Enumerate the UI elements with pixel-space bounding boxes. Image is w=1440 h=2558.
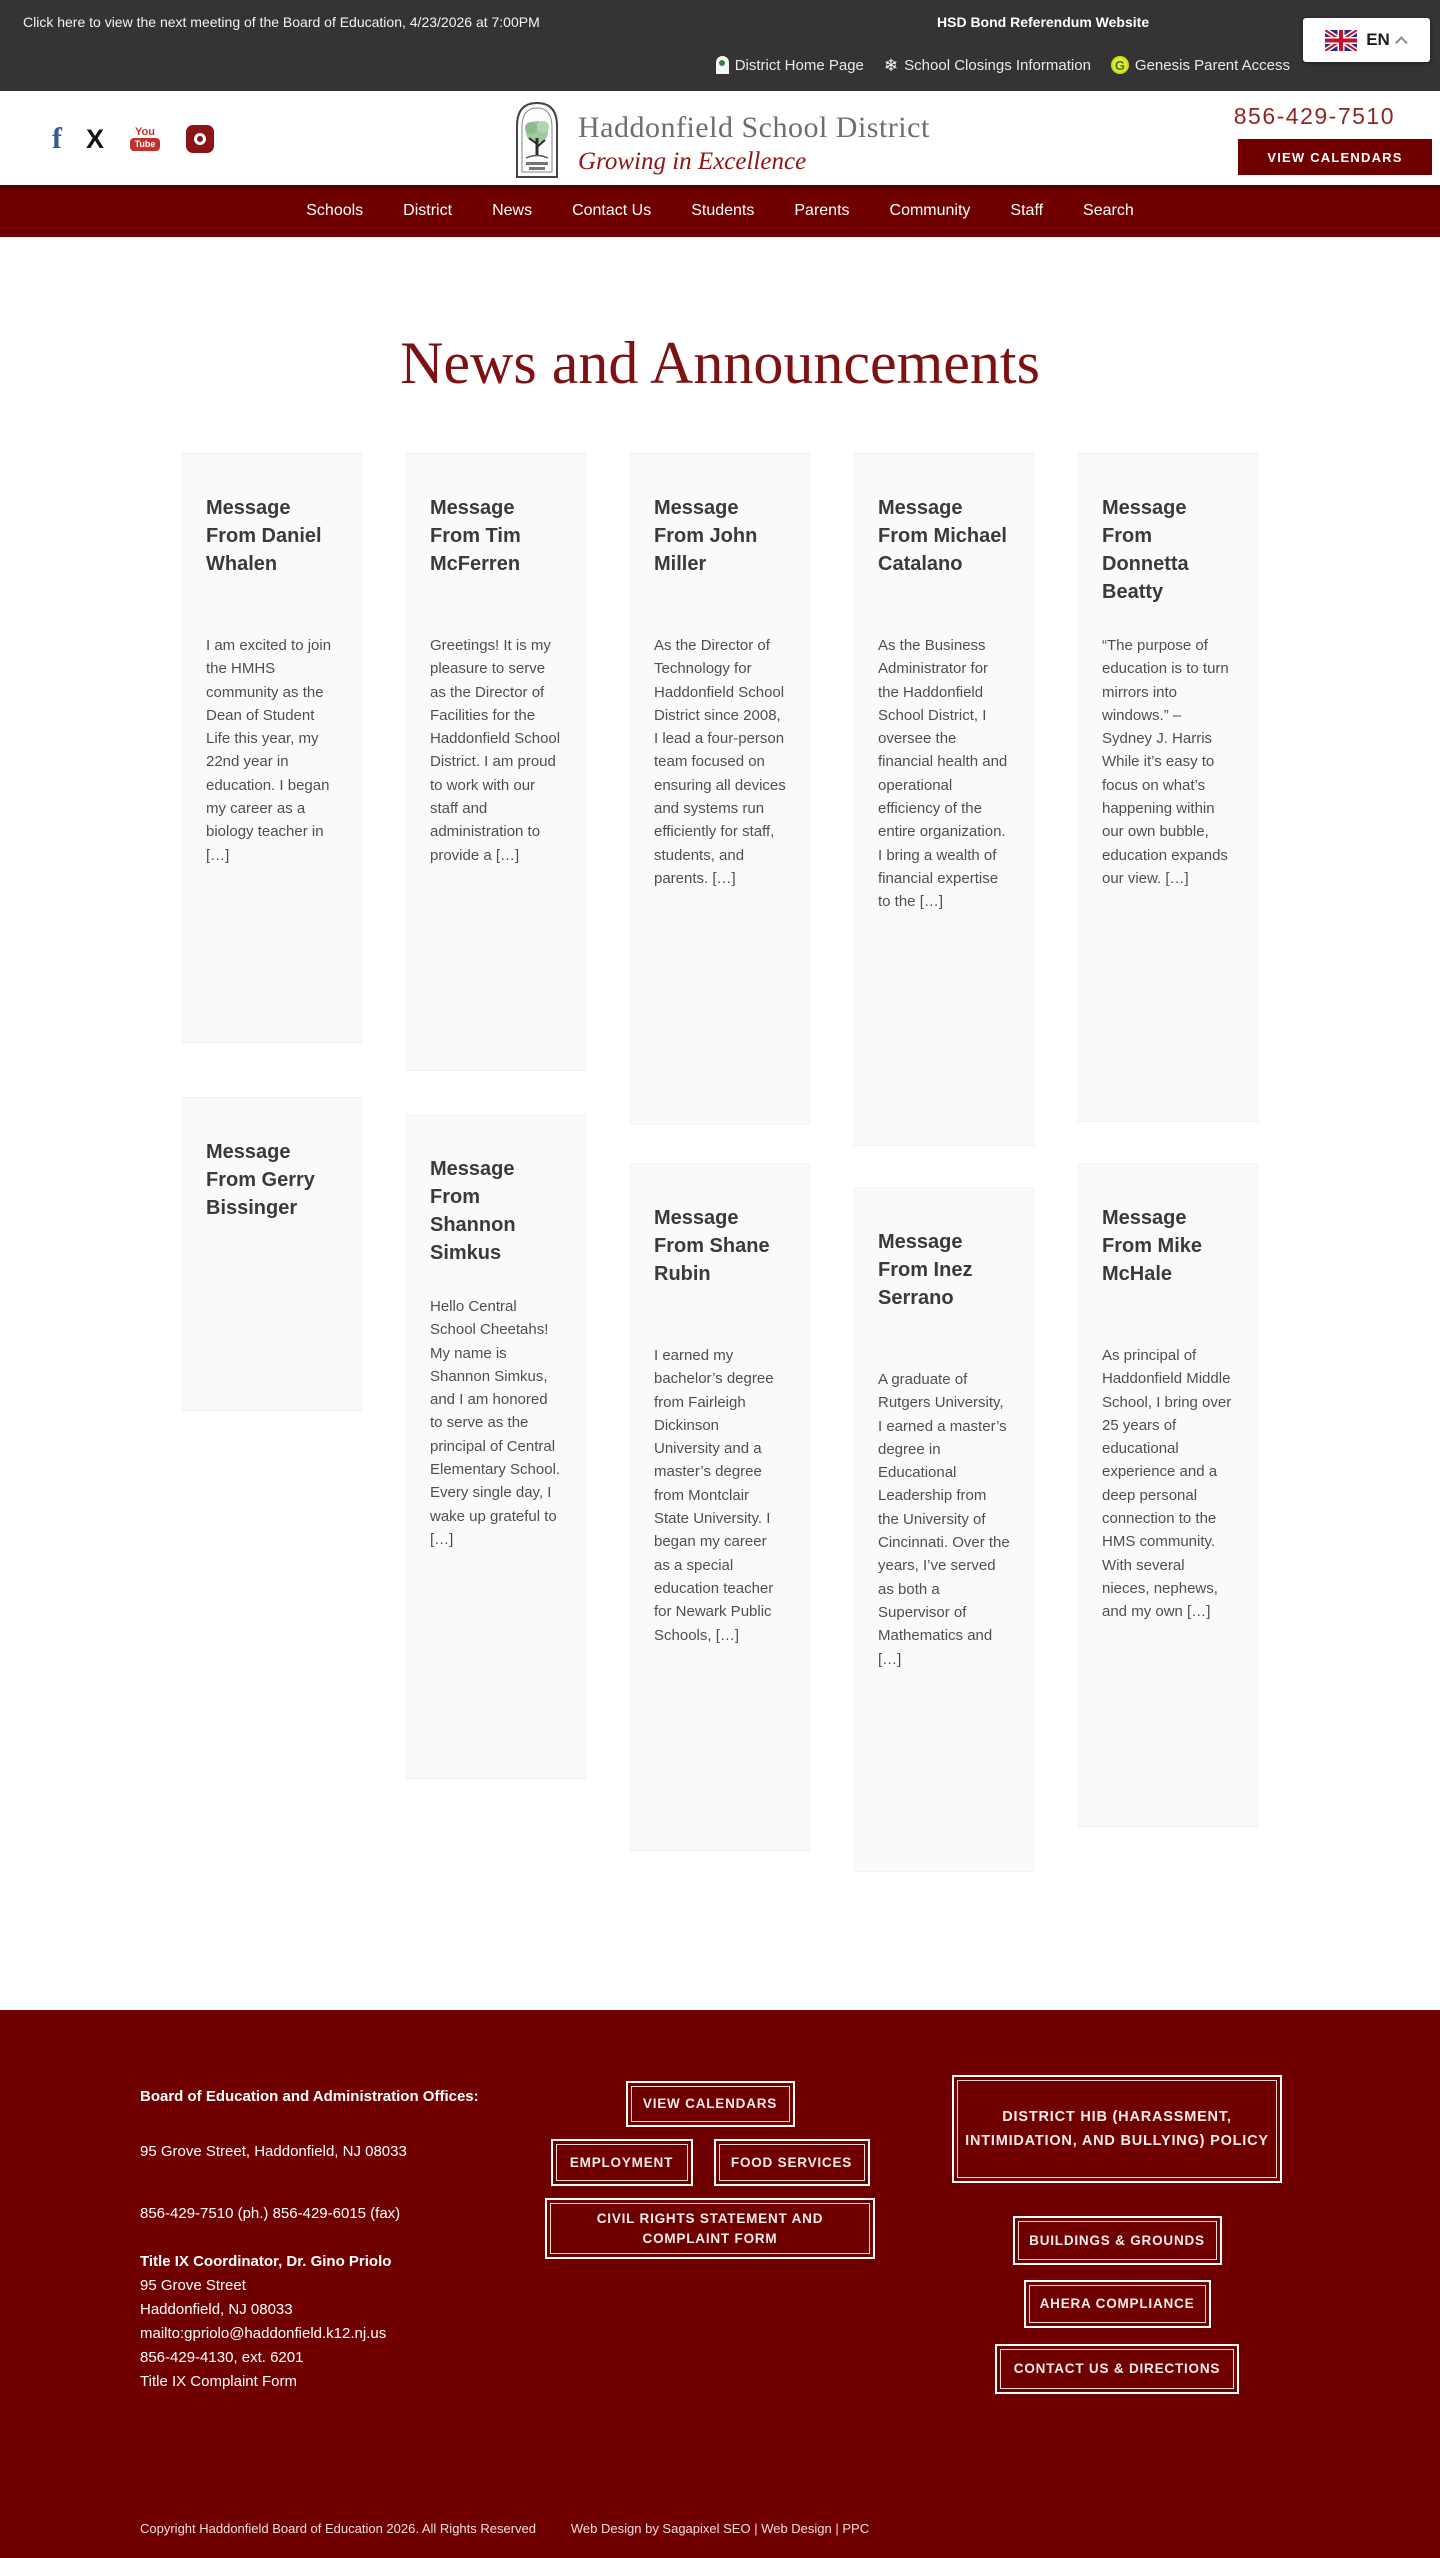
district-tagline: Growing in Excellence bbox=[578, 148, 807, 175]
nav-item-parents[interactable]: Parents bbox=[794, 202, 850, 219]
footer-titleix-complaint-form-link[interactable]: Title IX Complaint Form bbox=[140, 2373, 297, 2390]
news-card-title[interactable]: Message From Inez Serrano bbox=[878, 1231, 973, 1309]
language-code: EN bbox=[1366, 30, 1390, 49]
youtube-icon[interactable] bbox=[128, 127, 162, 151]
utility-links bbox=[716, 56, 1290, 74]
news-card-title[interactable]: Message From Gerry Bissinger bbox=[206, 1141, 315, 1219]
web-design-credits-links[interactable]: Web Design by Sagapixel SEO | Web Design | PPC bbox=[570, 2521, 870, 2536]
top-utility-bar bbox=[0, 0, 1440, 91]
social-links bbox=[52, 122, 214, 155]
news-card-excerpt: “The purpose of education is to turn mirrors into windows.” – Sydney J. Harris While it’s easy to focus on what’s happening within our own bubble, education expands our view. […] bbox=[1102, 637, 1229, 887]
footer-middle-buttons bbox=[545, 2081, 875, 2259]
news-card-excerpt: Greetings! It is my pleasure to serve as the Director of Facilities for the Haddonfield School District. I am proud to work with our staff and administration to provide a […] bbox=[430, 637, 561, 864]
news-card[interactable] bbox=[406, 1114, 586, 1779]
news-card-title[interactable]: Message From Donnetta Beatty bbox=[1102, 497, 1189, 603]
district-home-page-link[interactable] bbox=[716, 56, 864, 74]
footer-titleix-heading: Title IX Coordinator, Dr. Gino Priolo bbox=[140, 2253, 392, 2270]
copyright-text: Copyright Haddonfield Board of Education 2026. All Rights Reserved bbox=[140, 2521, 537, 2536]
footer-phones: 856-429-7510 (ph.) 856-429-6015 (fax) bbox=[140, 2205, 401, 2222]
language-selector[interactable] bbox=[1303, 18, 1430, 62]
card-column-5 bbox=[1078, 453, 1258, 1827]
brand-block bbox=[578, 111, 930, 177]
nav-item-news[interactable]: News bbox=[492, 202, 533, 219]
news-card-title[interactable]: Message From Shannon Simkus bbox=[430, 1158, 516, 1264]
card-column-3 bbox=[630, 453, 810, 1851]
news-card[interactable] bbox=[182, 453, 362, 1043]
main-navigation bbox=[0, 185, 1440, 237]
x-twitter-icon[interactable]: X bbox=[86, 124, 105, 154]
footer-contact-directions-button[interactable]: CONTACT US & DIRECTIONS bbox=[995, 2344, 1239, 2394]
news-card-title[interactable]: Message From Michael Catalano bbox=[878, 497, 1007, 575]
news-card[interactable] bbox=[182, 1097, 362, 1411]
snowflake-icon: ❄ bbox=[883, 55, 899, 75]
instagram-icon[interactable] bbox=[186, 125, 214, 153]
news-card[interactable] bbox=[854, 453, 1034, 1146]
footer-hib-policy-button[interactable]: DISTRICT HIB (HARASSMENT, INTIMIDATION, AND BULLYING) POLICY bbox=[952, 2075, 1282, 2183]
genesis-icon: G bbox=[1111, 56, 1129, 74]
footer-employment-button[interactable]: EMPLOYMENT bbox=[551, 2139, 693, 2186]
district-home-label: District Home Page bbox=[734, 56, 864, 74]
page-title: News and Announcements bbox=[400, 330, 1040, 396]
footer-food-services-button[interactable]: FOOD SERVICES bbox=[714, 2139, 870, 2186]
card-column-2 bbox=[406, 453, 586, 1779]
site-footer bbox=[0, 2010, 1440, 2558]
view-calendars-button[interactable]: VIEW CALENDARS bbox=[1238, 139, 1432, 175]
footer-titleix-city: Haddonfield, NJ 08033 bbox=[140, 2301, 293, 2318]
footer-office-heading: Board of Education and Administration Offices: bbox=[140, 2088, 479, 2105]
district-logo[interactable] bbox=[514, 100, 560, 185]
card-column-4 bbox=[854, 453, 1034, 1872]
footer-titleix-email-link[interactable]: mailto:gpriolo@haddonfield.k12.nj.us bbox=[140, 2325, 387, 2342]
footer-address: 95 Grove Street, Haddonfield, NJ 08033 bbox=[140, 2143, 407, 2160]
nav-item-district[interactable]: District bbox=[403, 202, 453, 219]
youtube-icon-badge: Tube bbox=[130, 138, 161, 151]
board-meeting-notice-link[interactable]: Click here to view the next meeting of the Board of Education, 4/23/2026 at 7:00PM bbox=[23, 14, 540, 30]
footer-titleix-phone: 856-429-4130, ext. 6201 bbox=[140, 2349, 304, 2366]
news-card[interactable] bbox=[406, 453, 586, 1071]
nav-item-schools[interactable]: Schools bbox=[306, 202, 364, 219]
school-closings-label: School Closings Information bbox=[904, 56, 1091, 74]
news-card-excerpt: Hello Central School Cheetahs! My name is Shannon Simkus, and I am honored to serve as the principal of Central Elementary School. Every single day, I wake up grateful to […] bbox=[430, 1298, 561, 1548]
district-name: Haddonfield School District bbox=[578, 111, 930, 144]
bond-referendum-link[interactable]: HSD Bond Referendum Website bbox=[937, 14, 1150, 30]
footer-right-buttons bbox=[952, 2075, 1282, 2394]
news-card-title[interactable]: Message From Shane Rubin bbox=[654, 1207, 770, 1285]
site-header bbox=[0, 91, 1440, 185]
news-card-title[interactable]: Message From John Miller bbox=[654, 497, 758, 575]
news-card-grid bbox=[182, 453, 1258, 1872]
facebook-icon[interactable]: f bbox=[52, 122, 62, 155]
news-card[interactable] bbox=[1078, 1163, 1258, 1827]
news-card[interactable] bbox=[630, 1163, 810, 1851]
phone-number-link[interactable]: 856-429-7510 bbox=[1233, 103, 1395, 129]
news-card-excerpt: As the Business Administrator for the Haddonfield School District, I oversee the financial health and operational efficiency of the entire organization. I bring a wealth of financial expertise to the […] bbox=[878, 637, 1008, 911]
footer-contact-info bbox=[140, 2085, 530, 2394]
nav-item-students[interactable]: Students bbox=[691, 202, 755, 219]
news-card-excerpt: A graduate of Rutgers University, I earned a master’s degree in Educational Leadership from the University of Cincinnati. Over the years, I’ve served as both a Supervisor of Mathematics and […] bbox=[878, 1371, 1010, 1668]
nav-item-staff[interactable]: Staff bbox=[1010, 202, 1044, 219]
school-closings-link[interactable] bbox=[884, 57, 1091, 74]
district-home-icon bbox=[716, 56, 729, 74]
news-card-excerpt: As the Director of Technology for Haddonfield School District since 2008, I lead a four-person team focused on ensuring all devices and systems run efficiently for staff, students, and parents. […] bbox=[654, 637, 786, 887]
nav-item-community[interactable]: Community bbox=[889, 202, 971, 219]
youtube-icon-top: You bbox=[135, 126, 155, 138]
news-card-excerpt: I am excited to join the HMHS community as the Dean of Student Life this year, my 22nd year in education. I began my career as a biology teacher in […] bbox=[206, 637, 332, 864]
footer-titleix-street: 95 Grove Street bbox=[140, 2277, 246, 2294]
card-column-1 bbox=[182, 453, 362, 1411]
news-card-excerpt: I earned my bachelor’s degree from Fairleigh Dickinson University and a master’s degree from Montclair State University. I began my career as a special education teacher for Newark Public Schools, […] bbox=[654, 1347, 774, 1644]
news-card-title[interactable]: Message From Mike McHale bbox=[1102, 1207, 1203, 1285]
footer-view-calendars-button[interactable]: VIEW CALENDARS bbox=[626, 2081, 795, 2127]
nav-item-contact-us[interactable]: Contact Us bbox=[572, 202, 652, 219]
chevron-up-icon bbox=[1395, 36, 1408, 49]
news-card-title[interactable]: Message From Daniel Whalen bbox=[206, 497, 322, 575]
news-card[interactable] bbox=[854, 1187, 1034, 1872]
uk-flag-icon bbox=[1325, 30, 1357, 51]
footer-ahera-compliance-button[interactable]: AHERA COMPLIANCE bbox=[1024, 2280, 1211, 2328]
news-card[interactable] bbox=[1078, 453, 1258, 1122]
news-card-excerpt: As principal of Haddonfield Middle School, I bring over 25 years of educational experience and a deep personal connection to the HMS community. With several nieces, nephews, and my own […] bbox=[1102, 1347, 1232, 1621]
news-card-title[interactable]: Message From Tim McFerren bbox=[430, 497, 521, 575]
genesis-label: Genesis Parent Access bbox=[1134, 56, 1290, 74]
footer-buildings-grounds-button[interactable]: BUILDINGS & GROUNDS bbox=[1013, 2216, 1222, 2265]
genesis-parent-access-link[interactable] bbox=[1111, 56, 1290, 74]
news-card[interactable] bbox=[630, 453, 810, 1125]
footer-civil-rights-button[interactable]: CIVIL RIGHTS STATEMENT AND COMPLAINT FORM bbox=[545, 2198, 875, 2259]
nav-item-search[interactable]: Search bbox=[1083, 202, 1134, 219]
